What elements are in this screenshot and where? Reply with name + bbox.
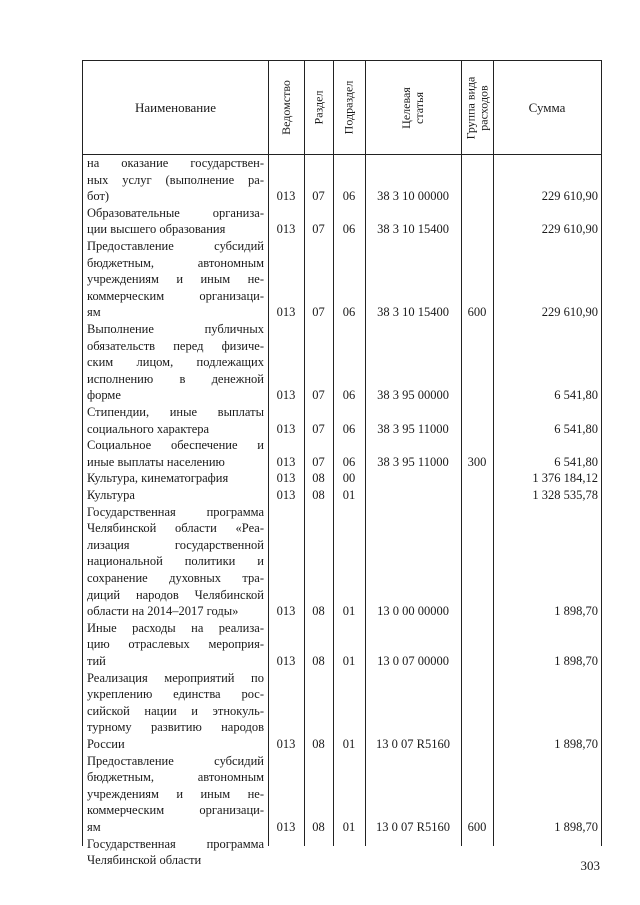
row-name-line: бюджетным, автономным (87, 770, 264, 785)
table-row (83, 404, 601, 437)
row-name (87, 155, 264, 205)
row-name (87, 404, 264, 437)
row-name-line: обязательств перед физиче- (87, 338, 264, 353)
row-gruppa: 300 (467, 454, 487, 469)
row-name-line: Образовательные организа- (87, 205, 264, 220)
header-razdel: Раздел (311, 90, 326, 125)
row-name-line: исполнению в денежной (87, 371, 264, 386)
table-row (83, 670, 601, 753)
row-razdel: 07 (312, 388, 325, 403)
row-name-line: ям (87, 819, 101, 834)
row-podrazdel: 06 (342, 454, 356, 469)
row-razdel: 07 (312, 189, 325, 204)
table-row (83, 470, 601, 487)
row-vedomstvo: 013 (276, 604, 296, 619)
row-name-line: форме (87, 388, 121, 403)
row-podrazdel: 01 (342, 819, 356, 834)
header-name: Наименование (135, 99, 216, 115)
table-row (83, 155, 601, 205)
row-name-line: цию отраслевых мероприя- (87, 637, 264, 652)
row-name-line: бот) (87, 189, 110, 204)
row-name-line: бюджетным, автономным (87, 255, 264, 270)
table-row (83, 620, 601, 670)
row-celevaya-statya: 38 3 10 00000 (377, 189, 449, 204)
row-summa: 6 541,80 (554, 454, 598, 469)
row-celevaya-statya: 38 3 95 00000 (377, 388, 449, 403)
row-name (87, 238, 264, 321)
row-name-line: коммерческим организаци- (87, 803, 264, 818)
row-name-line: турному развитию народов (87, 720, 264, 735)
row-name-line: Стипендии, иные выплаты (87, 405, 264, 419)
table-row (83, 205, 601, 238)
row-name-line: Культура (87, 488, 135, 502)
row-name-line: Государственная программа (87, 836, 264, 851)
row-celevaya-statya: 13 0 00 00000 (377, 604, 449, 619)
row-gruppa: 600 (467, 305, 487, 320)
row-celevaya-statya: 38 3 10 15400 (377, 222, 449, 237)
row-celevaya-statya: 38 3 10 15400 (377, 305, 449, 320)
row-name-line: России (87, 736, 125, 751)
row-razdel: 08 (312, 471, 325, 486)
table-row (83, 753, 601, 836)
row-podrazdel: 06 (342, 388, 356, 403)
row-summa: 1 898,70 (554, 819, 598, 834)
row-name-line: Культура, кинематография (87, 471, 229, 486)
row-vedomstvo: 013 (276, 421, 296, 436)
row-podrazdel: 06 (342, 189, 356, 204)
row-celevaya-statya: 38 3 95 11000 (377, 454, 449, 469)
row-name-line: Иные расходы на реализа- (87, 620, 264, 635)
row-vedomstvo: 013 (276, 189, 296, 204)
table-row (83, 437, 601, 470)
row-name-line: иные выплаты населению (87, 454, 225, 469)
row-name-line: Челябинской области (87, 853, 202, 868)
row-name-line: ных услуг (выполнение ра- (87, 172, 264, 187)
row-razdel: 08 (312, 819, 325, 834)
row-summa: 6 541,80 (554, 388, 598, 403)
row-name-line: тий (87, 653, 106, 668)
row-name (87, 437, 264, 470)
row-podrazdel: 01 (342, 736, 356, 751)
row-name-line: области на 2014–2017 годы» (87, 604, 239, 619)
row-summa: 1 328 535,78 (532, 488, 598, 502)
row-name-line: социального характера (87, 421, 210, 436)
row-name-line: на оказание государствен- (87, 156, 264, 170)
row-name (87, 670, 264, 753)
row-name-line: ским лицом, подлежащих (87, 355, 264, 370)
row-summa: 1 898,70 (554, 653, 598, 668)
row-podrazdel: 01 (342, 488, 356, 502)
row-name (87, 753, 264, 836)
row-vedomstvo: 013 (276, 388, 296, 403)
row-vedomstvo: 013 (276, 819, 296, 834)
table-row (83, 487, 601, 504)
table-row (83, 504, 601, 620)
row-podrazdel: 01 (342, 604, 356, 619)
row-celevaya-statya: 38 3 95 11000 (377, 421, 449, 436)
row-razdel: 07 (312, 305, 325, 320)
page-number: 303 (580, 858, 600, 873)
header-summa: Сумма (528, 99, 566, 115)
row-razdel: 07 (312, 222, 325, 237)
row-name-line: Предоставление субсидий (87, 753, 264, 768)
row-name-line: ям (87, 305, 101, 320)
row-podrazdel: 06 (342, 421, 356, 436)
row-razdel: 08 (312, 653, 325, 668)
row-celevaya-statya: 13 0 07 00000 (377, 653, 449, 668)
row-summa: 1 898,70 (554, 604, 598, 619)
row-summa: 6 541,80 (554, 421, 598, 436)
row-name (87, 836, 264, 869)
row-podrazdel: 01 (342, 653, 356, 668)
row-name (87, 504, 264, 620)
header-gruppa-vida-raskhodov: Группа вида расходов (463, 76, 490, 139)
row-name-line: диций народов Челябинской (87, 587, 264, 602)
row-name-line: Государственная программа (87, 504, 264, 519)
row-name-line: ции высшего образования (87, 222, 226, 237)
row-summa: 1 898,70 (554, 736, 598, 751)
row-vedomstvo: 013 (276, 471, 296, 486)
row-vedomstvo: 013 (276, 222, 296, 237)
row-razdel: 08 (312, 604, 325, 619)
row-gruppa: 600 (467, 819, 487, 834)
row-razdel: 08 (312, 488, 325, 502)
row-vedomstvo: 013 (276, 736, 296, 751)
row-name (87, 321, 264, 404)
table-row (83, 836, 601, 869)
row-summa: 229 610,90 (541, 222, 598, 237)
row-name (87, 487, 264, 504)
row-name-line: учреждениям и иным не- (87, 272, 264, 287)
row-name-line: сохранение духовных тра- (87, 570, 264, 585)
row-name-line: укреплению единства рос- (87, 687, 264, 702)
row-name-line: Социальное обеспечение и (87, 438, 264, 453)
header-podrazdel: Подраздел (341, 80, 356, 135)
header-celevaya-statya: Целевая статья (398, 86, 426, 129)
row-summa: 229 610,90 (541, 305, 598, 320)
row-name-line: коммерческим организаци- (87, 288, 264, 303)
row-name (87, 470, 264, 487)
row-vedomstvo: 013 (276, 454, 296, 469)
row-name (87, 205, 264, 238)
row-vedomstvo: 013 (276, 488, 296, 502)
row-name-line: национальной политики и (87, 554, 264, 569)
row-vedomstvo: 013 (276, 305, 296, 320)
row-razdel: 07 (312, 454, 325, 469)
row-name-line: Выполнение публичных (87, 322, 264, 336)
row-razdel: 08 (312, 736, 325, 751)
row-podrazdel: 06 (342, 305, 356, 320)
row-summa: 229 610,90 (541, 189, 598, 204)
row-vedomstvo: 013 (276, 653, 296, 668)
row-celevaya-statya: 13 0 07 R5160 (376, 736, 450, 751)
row-name-line: сийской нации и этнокуль- (87, 703, 264, 718)
table-row (83, 238, 601, 321)
row-podrazdel: 06 (342, 222, 356, 237)
table-row (83, 321, 601, 404)
row-name-line: Челябинской области «Реа- (87, 521, 264, 536)
row-name-line: учреждениям и иным не- (87, 786, 264, 801)
row-name-line: лизация государственной (87, 537, 264, 552)
row-celevaya-statya: 13 0 07 R5160 (376, 819, 450, 834)
row-name-line: Предоставление субсидий (87, 239, 264, 253)
row-summa: 1 376 184,12 (532, 471, 598, 486)
row-podrazdel: 00 (342, 471, 356, 486)
header-vedomstvo: Ведомство (278, 80, 293, 135)
row-razdel: 07 (312, 421, 325, 436)
row-name (87, 620, 264, 670)
row-name-line: Реализация мероприятий по (87, 670, 264, 685)
